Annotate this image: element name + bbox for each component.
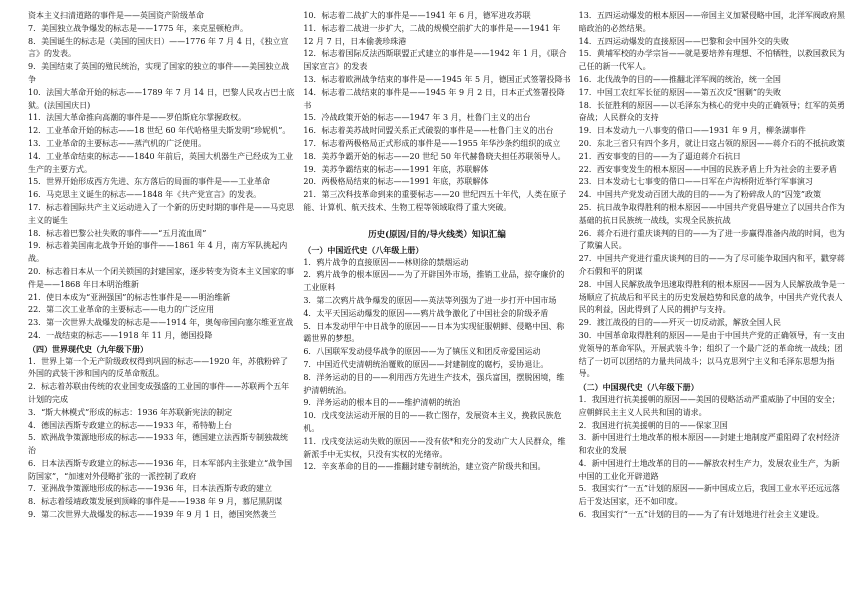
text-line: 16．北伐战争的目的——推翻北洋军阀的统治，统一全国	[578, 74, 781, 84]
text-line: 24．一战结束的标志——1918 年 11 月，德国投降	[28, 330, 213, 340]
section-heading: （四）世界现代史（九年级下册）	[28, 343, 148, 354]
text-line: 12．辛亥革命的目的——推翻封建专制统治，建立资产阶级共和国。	[303, 462, 546, 472]
text-line: 28．中国人民解放战争迅速取得胜利的根本原因——因为人民解放战争是一场顺应了抗战后和平民主的历史发展趋势和民意的战争，中国共产党代表人民的利益，因此得到了人民的拥护与支持。	[578, 279, 845, 315]
text-line: 21．使日本成为“亚洲强国”的标志性事件是——明治维新	[28, 292, 231, 302]
text-line: 19．日本发动九一八事变的借口——1931 年 9 月，柳条湖事件	[578, 126, 806, 136]
text-line: 8．标志着绥靖政策发展到顶峰的事件是——1938 年 9 月，慕尼黑阴谋	[28, 497, 283, 507]
text-line: 10．标志着二战扩大的事件是——1941 年 6 月，德军进攻苏联	[303, 11, 531, 20]
text-line: 5．我国实行“一五”计划的原因——新中国成立后，我国工业水平还远远落后于发达国家，还不如印度。	[578, 484, 840, 507]
text-line: 10．戊戌变法运动开展的目的——救亡图存，发展资本主义，挽救民族危机。	[303, 411, 562, 433]
text-line: 4．新中国进行土地改革的目的——解放农村生产力，发展农业生产，为新中国的工业化开辟道路	[578, 458, 840, 481]
text-line: 20．两极格局结束的标志——1991 年底，苏联解体	[303, 177, 489, 187]
text-line: 9．洋务运动的根本目的——维护清朝的统治	[303, 398, 461, 408]
text-line: 12．标志着国际反法西斯联盟正式建立的事件是——1942 年 1 月，《联合国家宣言》的发表	[303, 49, 567, 72]
text-line: 9．美国结束了英国的殖民统治，实现了国家的独立的事件——美国独立战争	[28, 62, 290, 84]
text-line: 8．美国诞生的标志是（美国的国庆日）——1776 年 7 月 4 日，《独立宣言》的发表。	[28, 36, 289, 59]
text-line: 2．鸦片战争的根本原因——为了开辟国外市场，推销工业品，掠夺廉价的工业原料	[303, 270, 565, 293]
text-line: 4．德国法西斯专政建立的标志——1933 年，希特勒上台	[28, 420, 232, 430]
text-line: 5．日本发动甲午中日战争的原因——日本为实现征服朝鲜、侵略中国、称霸世界的梦想。	[303, 321, 565, 344]
text-line: 4．太平天国运动爆发的原因——鸦片战争激化了中国社会的阶级矛盾	[303, 308, 549, 318]
text-line: 27．中国共产党进行重庆谈判的目的——为了尽可能争取国内和平，戳穿蒋介石假和平的阴谋	[578, 254, 845, 276]
text-line: 2．标志着苏联由传统的农业国变成强盛的工业国的事件——苏联两个五年计划的完成	[28, 382, 290, 404]
text-line: 7．美国独立战争爆发的标志是——1775 年，来克星顿枪声。	[28, 23, 248, 33]
text-line: 14．标志着二战结束的事件是——1945 年 9 月 2 日，日本正式签署投降书	[303, 87, 565, 110]
text-line: 19．标志着美国南北战争开始的事件——1861 年 4 月，南方军队挑起内战。	[28, 241, 288, 264]
text-line: 1．世界上第一个无产阶级政权得到巩固的标志——1920 年，苏俄粉碎了外国的武装干涉和国内的反革命叛乱。	[28, 356, 288, 379]
section-heading: （一）中国近代史（八年级上册）	[303, 244, 424, 255]
text-line: 18．美苏争霸开始的标志——20 世纪 50 年代赫鲁晓夫担任苏联领导人。	[303, 151, 566, 161]
text-line: 11．法国大革命推向高潮的事件是——罗伯斯庇尔掌握政权。	[28, 113, 247, 123]
column-middle	[303, 10, 570, 592]
text-line: 25．抗日战争取得胜利的根本原因——中国共产党倡导建立了以国共合作为基础的抗日民族统一战线，实现全民族抗战	[578, 202, 845, 225]
text-line: 21．西安事变的目的——为了逼迫蒋介石抗日	[578, 151, 741, 161]
text-line: 12．工业革命开始的标志——18 世纪 60 年代哈格里夫斯发明“珍妮机”。	[28, 126, 291, 136]
text-line: 13．工业革命的主要标志——蒸汽机的广泛使用。	[28, 138, 207, 148]
text-line: 11．标志着二战进一步扩大，二战的规模空前扩大的事件是——1941 年 12 月 7 日，日本偷袭珍珠港	[303, 23, 561, 46]
text-line: 15．世界开始形成西方先进、东方落后的局面的事件是——工业革命	[28, 177, 271, 187]
text-line: 3．新中国进行土地改革的根本原因——封建土地制度严重阻碍了农村经济和农业的发展	[578, 433, 840, 456]
text-line: 资本主义扫清道路的事件是——英国资产阶级革命	[28, 11, 204, 20]
text-line: 16．标志着美苏战时同盟关系正式破裂的事件是——杜鲁门主义的出台	[303, 126, 554, 136]
column-left	[28, 10, 295, 592]
column-right	[579, 10, 846, 592]
text-line: 1．鸦片战争的直接原因——林则徐的禁烟运动	[303, 257, 469, 267]
text-line: 26．蒋介石进行重庆谈判的目的——为了进一步赢得准备内战的时间，也为了欺骗人民。	[578, 228, 845, 251]
text-line: 18．长征胜利的原因——以毛泽东为核心的党中央的正确领导；红军的英勇奋战；人民群众的支持	[578, 100, 845, 123]
text-line: 1．我国进行抗美援朝的原因——美国的侵略活动严重威胁了中国的安全；应朝鲜民主主义人民共和国的请求。	[578, 394, 840, 417]
text-line: 7．中国近代史清朝统治覆败的原因——封建制度的腐朽，妥协退让。	[303, 359, 549, 369]
text-line: 30．中国革命取得胜利的原因——是由于中国共产党的正确领导，有一支由党领导的革命军队，开展武装斗争；组织了一个最广泛的革命统一战线；团结了一切可以团结的力量共同战斗；以马克思列宁主义和毛泽东思想为指导。	[578, 330, 845, 379]
text-line: 13．标志着欧洲战争结束的事件是——1945 年 5 月，德国正式签署投降书	[303, 74, 571, 84]
text-line: 3．“斯大林模式”形成的标志：1936 年苏联新宪法的制定	[28, 407, 233, 417]
text-line: 23．日本发动七七事变的借口——日军在卢沟桥附近举行军事演习	[578, 177, 813, 187]
text-line: 29．渡江战役的目的——歼灭一切反动派，解放全国人民	[578, 318, 781, 328]
text-line: 2．我国进行抗美援朝的目的——保家卫国	[578, 420, 728, 430]
text-line: 6．日本法西斯专政建立的标志——1936 年，日本军部内主张建立“战争国防国家”，“加速对外侵略扩张的一派控制了政府	[28, 458, 293, 481]
text-line: 3．第二次鸦片战争爆发的原因——英法等列强为了进一步打开中国市场	[303, 295, 557, 305]
text-line: 23．第一次世界大战爆发的标志是——1914 年，奥匈帝国向塞尔维亚宣战	[28, 318, 294, 328]
text-line: 17．标志着两极格局正式形成的事件是——1955 年华沙条约组织的成立	[303, 138, 561, 148]
text-line: 24．中国共产党发动百团大战的目的——为了粉碎敌人的“囚笼”政策	[578, 190, 822, 200]
text-line: 6．我国实行“一五”计划的目的——为了有计划地进行社会主义建设。	[578, 510, 824, 520]
text-line: 22．西安事变发生的根本原因——中国的民族矛盾上升为社会的主要矛盾	[578, 164, 837, 174]
text-line: 15．黄埔军校的办学宗旨——就是要培养有理想、不怕牺牲，以救国救民为己任的新一代军人。	[578, 49, 845, 72]
text-line: 11．戊戌变法运动失败的原因——没有依*和充分的发动广大人民群众，维新派手中无实权，只没有实权的光绪帝。	[303, 436, 566, 459]
text-line: 6．八国联军发动侵华战争的原因——为了镇压义和团反帝爱国运动	[303, 347, 541, 357]
text-line: 14．五四运动爆发的直接原因——巴黎和会中国外交的失败	[578, 36, 789, 46]
text-line: 15．冷战政策开始的标志——1947 年 3 月，杜鲁门主义的出台	[303, 113, 531, 123]
text-line: 18．标志着巴黎公社失败的事件——“五月流血周”	[28, 228, 207, 238]
text-line: 7．亚洲战争策源地形成的标志——1936 年，日本法西斯专政的建立	[28, 484, 272, 494]
text-line: 16．马克思主义诞生的标志——1848 年《共产党宣言》的发表。	[28, 190, 262, 200]
text-line: 13．五四运动爆发的根本原因——帝国主义加紧侵略中国，北洋军阀政府黑暗政治的必然结果。	[578, 11, 845, 33]
text-line: 17．中国工农红军长征的原因——第五次反“围剿”的失败	[578, 87, 782, 97]
text-line: 17．标志着国际共产主义运动进入了一个新的历史时期的事件是——马克思主义的诞生	[28, 202, 295, 225]
text-line: 21．第三次科技革命到来的重要标志——20 世纪四五十年代，人类在原子能、计算机、航天技术、生物工程等领域取得了重大突破。	[303, 190, 567, 212]
text-line: 14．工业革命结束的标志——1840 年前后，英国大机器生产已经成为工业生产的主要方式。	[28, 151, 294, 174]
text-line: 5．欧洲战争策源地形成的标志——1933 年，德国建立法西斯专制独裁统治	[28, 433, 288, 456]
text-line: 22．第二次工业革命的主要标志——电力的广泛应用	[28, 305, 215, 315]
text-line: 10．法国大革命开始的标志——1789 年 7 月 14 日，巴黎人民攻占巴士底狱。(法国国庆日)	[28, 87, 295, 110]
text-line: 20．标志着日本从一个闭关锁国的封建国家，逐步转变为资本主义国家的事件是——1868 年日本明治维新	[28, 266, 295, 289]
text-line: 19．美苏争霸结束的标志——1991 年底，苏联解体	[303, 164, 489, 174]
text-line: 20．东北三省只有四个多月，就让日寇占领的原因——蒋介石的不抵抗政策	[578, 138, 845, 148]
text-line: 9．第二次世界大战爆发的标志——1939 年 9 月 1 日，德国突然袭兰	[28, 510, 277, 520]
text-line: 8．洋务运动的目的——利用西方先进生产技术，强兵富国，摆脱困境，维护清朝统治。	[303, 372, 565, 395]
section-heading: （二）中国现代史（八年级下册）	[578, 382, 699, 393]
document-title: 历史(原因/目的/导火线类）知识汇编	[368, 229, 506, 240]
